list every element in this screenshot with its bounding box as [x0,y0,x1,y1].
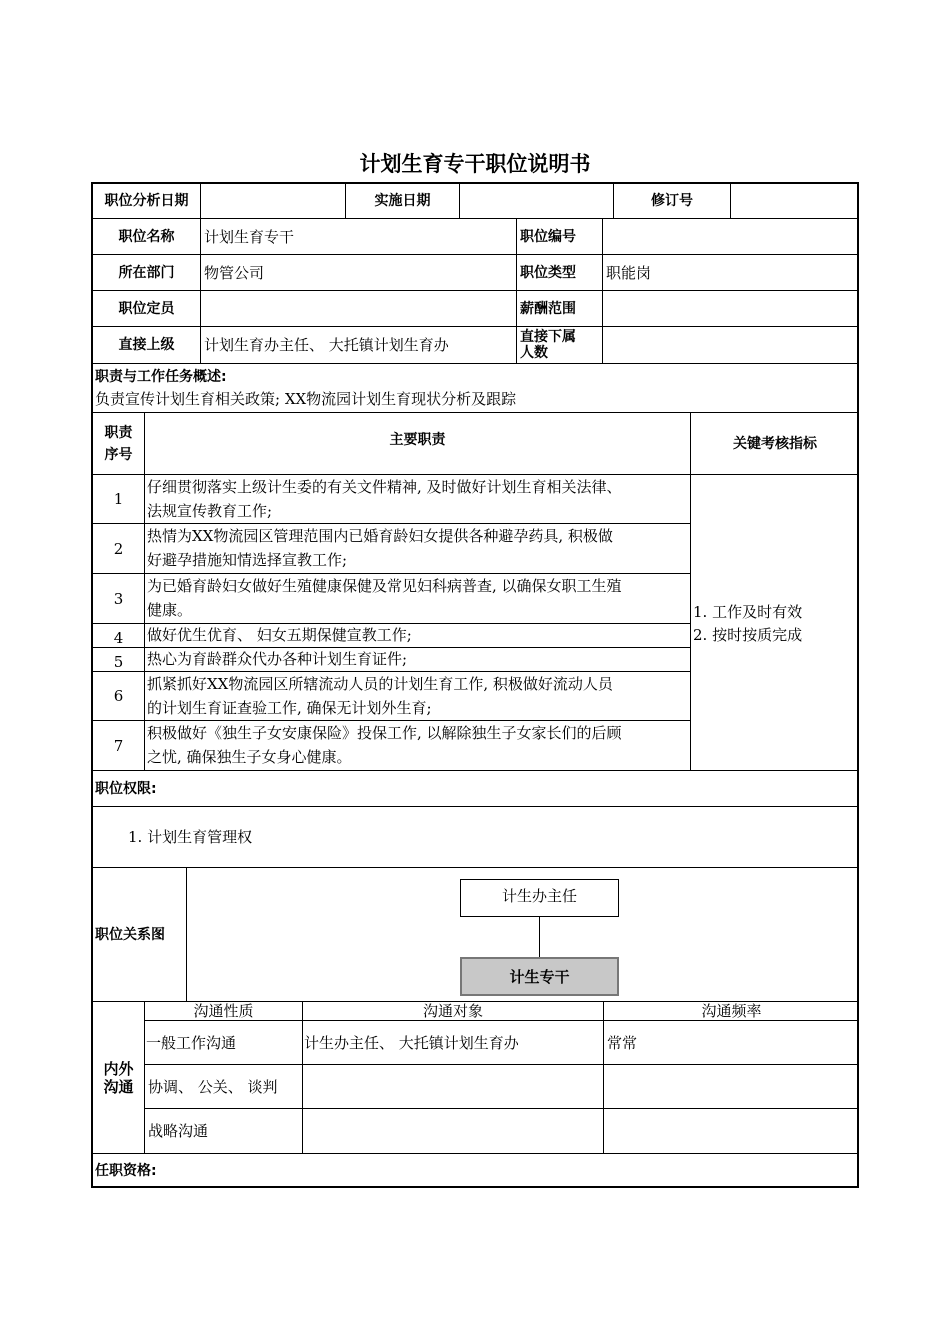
duty-no: 4 [93,624,145,648]
subordinates-label-line1: 直接下属 [520,329,576,345]
relation-connector [539,917,540,957]
position-type-value: 职能岗 [603,255,859,291]
comm-nature: 协调、 公关、 谈判 [145,1065,303,1109]
duty-line: 的计划生育证查验工作, 确保无计划外生育; [147,699,432,717]
headcount-label: 职位定员 [93,291,201,327]
position-code-value [603,219,859,255]
job-description-form [91,182,859,1188]
duty-summary-text: 负责宣传计划生育相关政策; XX物流园计划生育现状分析及跟踪 [95,390,517,408]
superior-box: 计生办主任 [460,879,619,917]
revision-label: 修订号 [614,184,731,219]
duty-summary-label: 职责与工作任务概述: [95,369,227,385]
position-name-label: 职位名称 [93,219,201,255]
duty-seq-header-line1: 职责 [104,424,133,441]
direct-superior-label: 直接上级 [93,327,201,364]
duty-no: 1 [93,475,145,524]
analysis-date-label: 职位分析日期 [93,184,201,219]
kpi-item: 1. 工作及时有效 [693,603,803,621]
comm-header-frequency: 沟通频率 [604,1002,859,1021]
subordinates-label [517,327,603,364]
effective-date-value[interactable] [460,184,614,219]
communication-label-line1: 内外 [103,1059,134,1078]
duty-line: 抓紧抓好XX物流园区所辖流动人员的计划生育工作, 积极做好流动人员 [147,675,613,693]
duty-text [145,524,691,574]
kpi-list [691,475,859,771]
duty-no: 2 [93,524,145,574]
duty-line: 仔细贯彻落实上级计生委的有关文件精神, 及时做好计划生育相关法律、 [147,478,622,496]
authority-label: 职位权限: [93,771,859,807]
comm-frequency [604,1065,859,1109]
duty-summary [93,364,859,413]
duty-line: 法规宣传教育工作; [147,502,273,520]
duty-line: 做好优生优育、 妇女五期保健宣教工作; [147,626,412,644]
kpi-header: 关键考核指标 [691,413,859,475]
effective-date-label: 实施日期 [346,184,460,219]
comm-target: 计生办主任、 大托镇计划生育办 [303,1021,604,1065]
comm-frequency [604,1109,859,1154]
relation-chart [187,868,859,1002]
duty-no: 5 [93,648,145,672]
duty-line: 热情为XX物流园区管理范围内已婚育龄妇女提供各种避孕药具, 积极做 [147,527,613,545]
duty-text [145,672,691,721]
salary-range-value [603,291,859,327]
comm-frequency: 常常 [604,1021,859,1065]
duty-line: 积极做好《独生子女安康保险》投保工作, 以解除独生子女家长们的后顾 [147,724,622,742]
subordinates-value [603,327,859,364]
self-box: 计生专干 [460,957,619,996]
duty-text [145,475,691,524]
qualification-label: 任职资格: [95,1163,157,1179]
analysis-date-value[interactable] [201,184,346,219]
duty-line: 好避孕措施知情选择宣教工作; [147,551,348,569]
duty-no: 7 [93,721,145,771]
subordinates-label-line2: 人数 [520,345,548,361]
direct-superior-value: 计划生育办主任、 大托镇计划生育办 [201,327,517,364]
duty-line: 健康。 [147,601,193,619]
comm-header-nature: 沟通性质 [145,1002,303,1021]
comm-header-target: 沟通对象 [303,1002,604,1021]
comm-target [303,1065,604,1109]
authority-list [93,807,859,868]
communication-label [93,1002,145,1154]
kpi-item: 2. 按时按质完成 [693,626,803,644]
department-value: 物管公司 [201,255,517,291]
duty-seq-header-line2: 序号 [104,446,133,463]
duty-text [145,624,691,648]
duty-no: 6 [93,672,145,721]
main-duty-header: 主要职责 [145,413,691,475]
page-title: 计划生育专干职位说明书 [359,152,591,176]
revision-value[interactable] [731,184,859,219]
communication-label-line2: 沟通 [103,1077,134,1096]
duty-text [145,721,691,771]
duty-text [145,648,691,672]
relation-chart-label: 职位关系图 [93,868,187,1002]
comm-nature: 战略沟通 [145,1109,303,1154]
duty-text [145,574,691,624]
comm-nature: 一般工作沟通 [145,1021,303,1065]
duty-no: 3 [93,574,145,624]
duty-line: 之忧, 确保独生子女身心健康。 [147,748,352,766]
department-label: 所在部门 [93,255,201,291]
duty-line: 热心为育龄群众代办各种计划生育证件; [147,650,408,668]
position-name-value: 计划生育专干 [201,219,517,255]
salary-range-label: 薪酬范围 [517,291,603,327]
duty-line: 为已婚育龄妇女做好生殖健康保健及常见妇科病普查, 以确保女职工生殖 [147,577,622,595]
authority-item: 1. 计划生育管理权 [128,828,253,846]
position-type-label: 职位类型 [517,255,603,291]
headcount-value [201,291,517,327]
position-code-label: 职位编号 [517,219,603,255]
duty-seq-header [93,413,145,475]
comm-target [303,1109,604,1154]
